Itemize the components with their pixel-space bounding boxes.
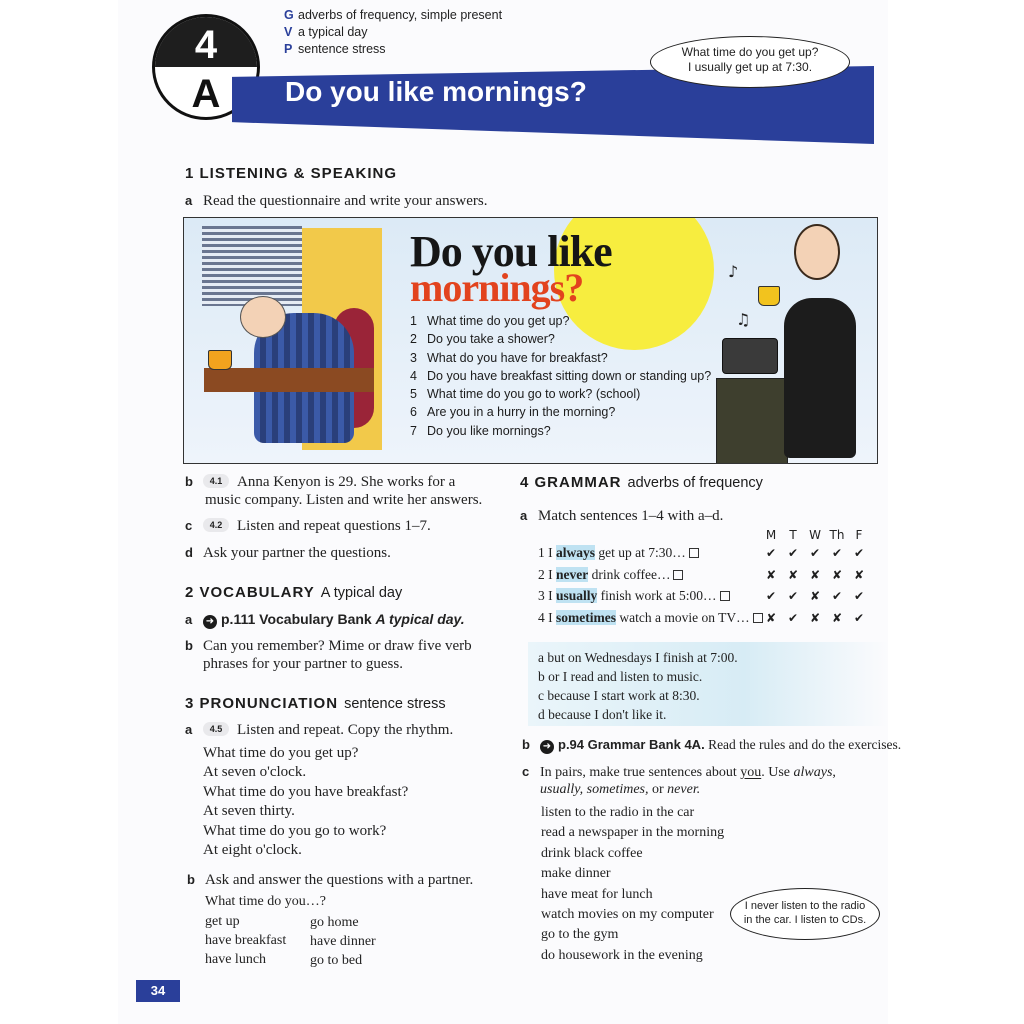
list-item: go to bed <box>310 953 363 968</box>
list-item: have breakfast <box>205 933 287 948</box>
list-item: watch movies on my computer <box>541 907 714 923</box>
s2-b: b Can you remember? Mime or draw five verb <box>185 638 472 654</box>
activity-list <box>541 803 724 966</box>
list-item: At seven thirty. <box>203 803 295 820</box>
cheerful-woman <box>784 298 856 458</box>
list-item: 2 Do you take a shower? <box>410 332 555 347</box>
list-item: 1 What time do you get up? <box>410 314 570 328</box>
list-item: go home <box>310 915 359 930</box>
s3-col1 <box>205 912 286 969</box>
s3-prompt: What time do you…? <box>205 894 326 909</box>
list-item: get up <box>205 914 240 929</box>
unit-number: 4 <box>194 23 218 67</box>
arrow-right-icon: ➜ <box>203 615 217 629</box>
music-note-icon: ♪ <box>728 262 739 281</box>
list-item: 6 Are you in a hurry in the morning? <box>410 405 616 420</box>
list-item: do housework in the evening <box>541 947 703 963</box>
marks-row-2: ✘ ✘ ✘ ✘ ✘ <box>765 568 865 582</box>
list-item: At eight o'clock. <box>203 842 302 859</box>
list-item: have meat for lunch <box>541 886 653 902</box>
s2-a[interactable]: a ➜ p.111 Vocabulary Bank A typical day. <box>185 611 465 627</box>
grammar-sentence-4: 4 I sometimes watch a movie on TV… <box>538 610 763 626</box>
list-item: What time do you get up? <box>203 745 359 761</box>
cabinet <box>716 378 788 464</box>
list-item: 4 Do you have breakfast sitting down or standing up? <box>410 368 712 383</box>
questionnaire-title-1: Do you like <box>410 227 612 276</box>
window-blinds <box>202 226 302 306</box>
page-number: 34 <box>136 980 180 1002</box>
s1-b-line2: music company. Listen and write her answers. <box>205 492 483 508</box>
list-item: listen to the radio in the car <box>541 805 695 820</box>
list-item: What time do you have breakfast? <box>203 783 409 800</box>
list-item: make dinner <box>541 866 611 882</box>
s4-c-line2: usually, sometimes, or never. <box>540 782 701 797</box>
audio-track-icon: 4.1 <box>203 474 229 488</box>
s3-col2 <box>310 913 376 970</box>
endings-list <box>538 648 738 724</box>
meta-pronunciation: P sentence stress <box>284 42 386 56</box>
questionnaire-illustration <box>183 217 878 464</box>
audio-track-icon: 4.2 <box>203 518 229 532</box>
s4-c: c In pairs, make true sentences about you. Use always, <box>522 764 836 780</box>
marks-row-1: ✔ ✔ ✔ ✔ ✔ <box>765 546 865 560</box>
marks-row-4: ✘ ✔ ✘ ✘ ✔ <box>765 611 865 625</box>
list-item: read a newspaper in the morning <box>541 825 725 841</box>
s3-a: a 4.5 Listen and repeat. Copy the rhythm. <box>185 722 454 738</box>
music-note-icon: ♫ <box>736 310 751 329</box>
list-item: have dinner <box>310 934 376 949</box>
s4-a: a Match sentences 1–4 with a–d. <box>520 508 724 524</box>
s1-b: b 4.1 Anna Kenyon is 29. She works for a <box>185 474 456 490</box>
s2-b-line2: phrases for your partner to guess. <box>203 656 403 672</box>
unit-letter: A <box>191 72 221 116</box>
answer-box[interactable] <box>673 570 683 580</box>
list-item: a but on Wednesdays I finish at 7:00. <box>538 650 738 665</box>
section-listening-heading: 1 LISTENING & SPEAKING <box>185 165 398 182</box>
list-item: d because I don't like it. <box>538 707 667 722</box>
table <box>204 368 374 392</box>
s1-d: d Ask your partner the questions. <box>185 545 391 561</box>
rhythm-list <box>203 744 408 860</box>
marks-row-3: ✔ ✔ ✘ ✔ ✔ <box>765 589 865 603</box>
coffee-cup-icon <box>758 286 780 306</box>
s1-c: c 4.2 Listen and repeat questions 1–7. <box>185 518 431 534</box>
list-item: drink black coffee <box>541 845 643 861</box>
list-item: 5 What time do you go to work? (school) <box>410 387 641 402</box>
s1-a: a Read the questionnaire and write your answers. <box>185 193 488 209</box>
list-item: go to the gym <box>541 927 619 943</box>
page-title: Do you like mornings? <box>285 76 587 107</box>
grammar-sentence-2: 2 I never drink coffee… <box>538 567 683 583</box>
audio-track-icon: 4.5 <box>203 722 229 736</box>
weekday-header: M T W Th F <box>765 528 863 542</box>
questionnaire-title-2: mornings? <box>410 265 584 310</box>
arrow-right-icon: ➜ <box>540 740 554 754</box>
list-item: have lunch <box>205 952 267 967</box>
list-item: c because I start work at 8:30. <box>538 688 700 703</box>
coffee-mug-icon <box>208 350 232 370</box>
list-item: What time do you go to work? <box>203 822 387 839</box>
list-item: 3 What do you have for breakfast? <box>410 350 608 365</box>
section-grammar-heading: 4 GRAMMAR adverbs of frequency <box>520 474 763 491</box>
answer-box[interactable] <box>689 548 699 558</box>
list-item: b or I read and listen to music. <box>538 669 703 684</box>
speech-bubble-bottom: I never listen to the radio in the car. I listen to CDs. <box>730 888 880 940</box>
meta-vocabulary: V a typical day <box>284 25 368 39</box>
list-item: 7 Do you like mornings? <box>410 423 551 438</box>
radio-icon <box>722 338 778 374</box>
section-vocabulary-heading: 2 VOCABULARY A typical day <box>185 584 403 601</box>
speech-bubble-top: What time do you get up? I usually get up at 7:30. <box>650 36 850 88</box>
answer-box[interactable] <box>720 591 730 601</box>
questionnaire-list <box>410 312 711 440</box>
s3-b: b Ask and answer the questions with a partner. <box>187 872 474 888</box>
grammar-sentence-1: 1 I always get up at 7:30… <box>538 545 699 561</box>
s4-b[interactable]: b ➜ p.94 Grammar Bank 4A. Read the rules and do the exercises. <box>522 737 902 752</box>
section-pronunciation-heading: 3 PRONUNCIATION sentence stress <box>185 695 446 712</box>
list-item: At seven o'clock. <box>203 764 307 781</box>
meta-grammar: G adverbs of frequency, simple present <box>284 8 503 22</box>
grammar-sentence-3: 3 I usually finish work at 5:00… <box>538 588 730 604</box>
